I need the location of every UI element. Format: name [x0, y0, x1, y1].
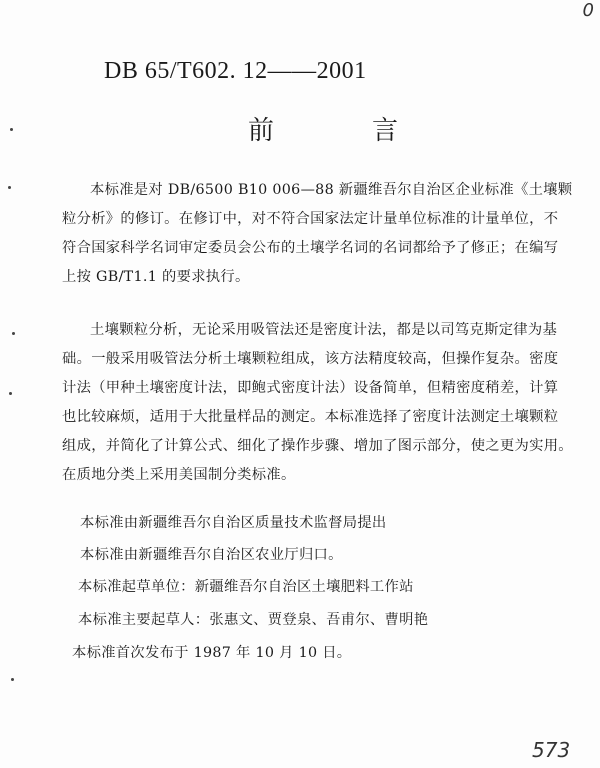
paragraph-line: 础。一般采用吸管法分析土壤颗粒组成，该方法精度较高，但操作复杂。密度 — [62, 351, 559, 367]
title-char-2: 言 — [371, 116, 398, 146]
paragraph-line: 计法（甲种土壤密度计法，即鲍式密度计法）设备简单，但精密度稍差，计算 — [62, 380, 559, 396]
paragraph-line: 本标准是对 DB/6500 B10 006—88 新疆维吾尔自治区企业标准《土壤颗 — [90, 182, 573, 198]
jurisdiction-line: 本标准由新疆维吾尔自治区农业厅归口。 — [80, 547, 343, 563]
scan-speck — [11, 678, 14, 681]
title-char-1: 前 — [248, 116, 275, 146]
drafters-line: 本标准主要起草人：张惠文、贾登泉、吾甫尔、曹明艳 — [78, 612, 429, 628]
paragraph-method — [62, 316, 582, 490]
scan-speck — [10, 128, 13, 131]
foreword-title — [248, 110, 398, 147]
corner-handwritten-mark: 0 — [582, 0, 594, 21]
paragraph-line: 粒分析》的修订。在修订中，对不符合国家法定计量单位标准的计量单位，不 — [62, 211, 559, 227]
handwritten-page-number: 573 — [532, 738, 571, 762]
paragraph-line: 上按 GB/T1.1 的要求执行。 — [62, 269, 250, 285]
paragraph-line: 符合国家科学名词审定委员会公布的土壤学名词的名词都给予了修正；在编写 — [62, 240, 559, 256]
scan-speck — [9, 392, 12, 395]
drafting-unit-line: 本标准起草单位：新疆维吾尔自治区土壤肥料工作站 — [78, 579, 414, 595]
proposed-by-line: 本标准由新疆维吾尔自治区质量技术监督局提出 — [80, 515, 387, 531]
paragraph-line: 也比较麻烦，适用于大批量样品的测定。本标准选择了密度计法测定土壤颗粒 — [62, 409, 559, 425]
paragraph-line: 组成，并简化了计算公式、细化了操作步骤、增加了图示部分，使之更为实用。 — [62, 438, 573, 454]
first-issued-line: 本标准首次发布于 1987 年 10 月 10 日。 — [72, 645, 352, 661]
paragraph-revision — [62, 176, 582, 292]
paragraph-line: 在质地分类上采用美国制分类标准。 — [62, 467, 296, 483]
paragraph-line: 土壤颗粒分析，无论采用吸管法还是密度计法，都是以司笃克斯定律为基 — [90, 322, 558, 338]
scan-speck — [8, 186, 11, 189]
standard-number: DB 65/T602. 12——2001 — [104, 58, 367, 84]
scan-speck — [12, 332, 15, 335]
